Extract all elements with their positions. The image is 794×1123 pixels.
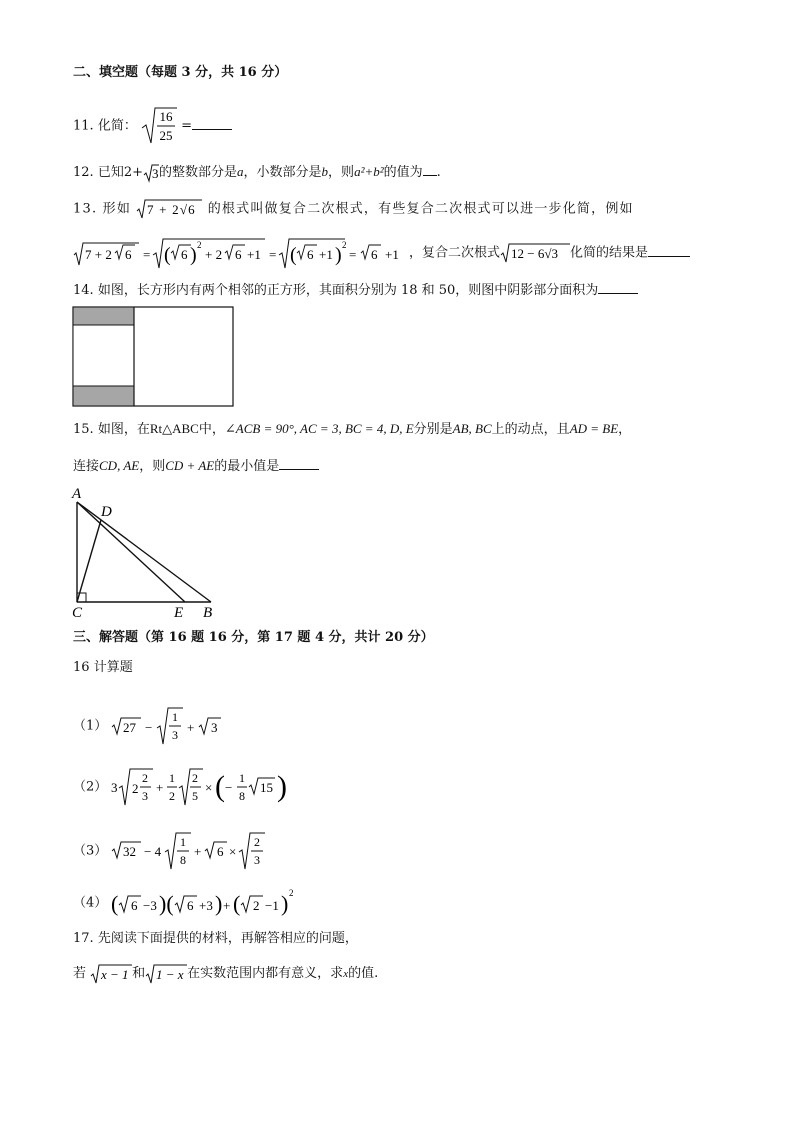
q17-radical-2 — [145, 964, 187, 984]
q16-item-1-expression — [111, 706, 241, 746]
q15-line1c: 分别是 — [413, 422, 453, 437]
q15-line1a: 如图，在 — [97, 422, 150, 437]
svg-text:6: 6 — [187, 898, 194, 913]
svg-text:1: 1 — [180, 835, 187, 849]
q15-label-e: E — [174, 605, 184, 620]
q12-answer-blank — [423, 161, 437, 176]
q11-radical-fraction — [141, 106, 177, 146]
q17-radicand-2: 1 − x — [156, 966, 184, 982]
svg-text:=: = — [349, 247, 357, 262]
svg-text:−3: −3 — [143, 898, 158, 913]
svg-text:6: 6 — [131, 898, 138, 913]
q17-number: 17. — [73, 931, 94, 946]
q15-segment-ae — [77, 502, 185, 602]
svg-text:+1: +1 — [385, 247, 399, 262]
question-13-line-2 — [73, 237, 690, 269]
q13-radical-1 — [136, 199, 202, 219]
q13-text-2: ，复合二次根式 — [409, 245, 501, 261]
svg-text:32: 32 — [123, 844, 137, 859]
q17-post: 在实数范围内都有意义，求 — [187, 966, 344, 981]
question-13-line-1 — [73, 199, 634, 220]
svg-text:(: ( — [233, 891, 241, 916]
q11-equals: = — [181, 118, 193, 134]
q15-triangle-figure — [68, 484, 220, 620]
svg-text:): ) — [335, 244, 342, 266]
q15-label-b: B — [203, 605, 213, 620]
svg-text:+: + — [194, 844, 202, 859]
q14-text: 如图，长方形内有两个相邻的正方形，其面积分别为 18 和 50，则图中阴影部分面积为 — [97, 283, 599, 298]
svg-text:6: 6 — [307, 247, 314, 262]
svg-text:2: 2 — [253, 898, 260, 913]
q17-var-x: x — [343, 968, 349, 980]
q14-figure — [72, 306, 236, 408]
svg-text:3: 3 — [172, 728, 179, 742]
svg-text:×: × — [229, 844, 237, 859]
q16-item-3-expression — [111, 830, 271, 872]
svg-text:=: = — [269, 247, 277, 262]
q16-item-1-label: （1） — [73, 718, 108, 734]
svg-text:+1: +1 — [247, 247, 261, 262]
q13-answer-blank — [648, 242, 690, 257]
q13-radical-2 — [500, 243, 570, 263]
q15-line1d: 上的动点，且 — [491, 422, 570, 437]
svg-text:3: 3 — [211, 720, 218, 735]
svg-text:2: 2 — [132, 781, 139, 796]
q15-cd-ae: CD, AE — [99, 458, 140, 473]
svg-text:−: − — [225, 780, 233, 795]
q12-var-b: b — [321, 164, 329, 179]
q16-item-1 — [73, 706, 241, 746]
q16-item-3 — [73, 830, 271, 872]
q13-example-formula — [73, 237, 409, 269]
q15-label-d: D — [101, 504, 112, 520]
svg-text:8: 8 — [180, 853, 187, 867]
svg-text:3: 3 — [142, 789, 149, 803]
svg-text:): ) — [277, 770, 288, 803]
question-14 — [73, 279, 638, 301]
q12-mid3: ，则 — [328, 165, 355, 180]
q14-number: 14. — [73, 283, 94, 298]
q15-conditions: ∠ACB = 90°, AC = 3, BC = 4, D, E — [224, 421, 414, 436]
svg-text:2: 2 — [254, 835, 261, 849]
svg-text:6: 6 — [371, 247, 378, 262]
svg-text:−1: −1 — [265, 898, 280, 913]
svg-text:6: 6 — [217, 844, 224, 859]
question-12 — [73, 161, 441, 183]
svg-text:+: + — [156, 780, 164, 795]
q15-line2c: 的最小值是 — [214, 459, 280, 474]
q12-sqrt-sign — [143, 164, 159, 182]
svg-text:2: 2 — [289, 888, 294, 898]
svg-text:+3: +3 — [199, 898, 214, 913]
section-3-heading: 三、解答题（第 16 题 16 分，第 17 题 4 分，共计 20 分） — [73, 630, 434, 645]
q12-mid: 的整数部分是 — [159, 165, 238, 180]
q15-side-ab — [77, 502, 211, 602]
q12-var-a: a — [237, 164, 244, 179]
svg-text:1: 1 — [172, 710, 179, 724]
svg-text:2: 2 — [197, 240, 202, 250]
question-15-line-2 — [73, 455, 319, 477]
q12-pre: 已知 — [97, 165, 124, 180]
q14-small-square — [73, 325, 134, 386]
svg-text:1: 1 — [239, 771, 246, 785]
q15-line1b: 中， — [198, 422, 225, 437]
q12-expr-a: 2+ — [123, 165, 144, 180]
question-15-line-1 — [73, 419, 631, 440]
svg-text:): ) — [190, 244, 197, 266]
q15-segment-cd — [77, 520, 101, 602]
q14-shaded-top — [73, 307, 134, 325]
svg-text:6: 6 — [181, 247, 188, 262]
q16-item-4-label: （4） — [73, 895, 108, 911]
svg-text:(: ( — [290, 244, 297, 266]
svg-text:27: 27 — [123, 720, 137, 735]
q12-radicand: 3 — [152, 165, 159, 181]
q13-radicand-2: 12 − 6√3 — [511, 246, 558, 261]
q12-number: 12. — [73, 165, 94, 180]
svg-text:2: 2 — [192, 771, 199, 785]
svg-text:7 + 2: 7 + 2 — [85, 247, 112, 262]
svg-text:+ 2: + 2 — [205, 247, 223, 262]
q15-sum-expr: CD + AE — [165, 458, 215, 473]
svg-text:2: 2 — [342, 240, 347, 250]
svg-text:8: 8 — [239, 789, 246, 803]
q11-answer-blank — [192, 115, 232, 130]
svg-text:3: 3 — [111, 780, 118, 795]
q15-line1e: ， — [618, 422, 632, 437]
svg-text:1: 1 — [169, 771, 176, 785]
q12-expr2: a²+b² — [354, 164, 384, 179]
section-2-heading: 二、填空题（每题 3 分，共 16 分） — [73, 65, 288, 80]
q17-end: 的值. — [348, 966, 379, 981]
question-17-line-2 — [73, 962, 378, 986]
svg-text:3: 3 — [254, 853, 261, 867]
svg-text:(: ( — [111, 891, 119, 916]
q12-mid2: ，小数部分是 — [243, 165, 322, 180]
q16-number: 16 — [73, 660, 90, 675]
q15-segments: AB, BC — [452, 421, 492, 436]
svg-text:− 4: − 4 — [144, 844, 162, 859]
q16-item-3-label: （3） — [73, 843, 108, 859]
q11-text: 化简： — [97, 118, 137, 134]
q16-item-2-label: （2） — [73, 779, 108, 795]
q11-number: 11. — [73, 118, 94, 134]
q13-text-3: 化简的结果是 — [570, 245, 649, 261]
svg-text:15: 15 — [260, 780, 274, 795]
svg-text:6: 6 — [235, 247, 242, 262]
svg-text:5: 5 — [192, 789, 199, 803]
q16-item-4 — [73, 886, 311, 921]
q16-item-4-expression — [111, 886, 311, 920]
q15-line2b: ，则 — [139, 459, 166, 474]
svg-text:6: 6 — [125, 247, 132, 262]
svg-text:+1: +1 — [319, 247, 333, 262]
q15-number: 15. — [73, 422, 94, 437]
svg-text:2: 2 — [142, 771, 149, 785]
q15-triangle: Rt△ABC — [149, 421, 199, 436]
q14-answer-blank — [598, 279, 638, 294]
svg-text:(: ( — [215, 770, 226, 803]
q15-answer-blank — [279, 455, 319, 470]
svg-text:): ) — [215, 891, 223, 916]
svg-text:+: + — [223, 898, 231, 913]
q15-line2a: 连接 — [73, 459, 100, 474]
q15-label-c: C — [72, 605, 83, 620]
q14-shaded-bottom — [73, 386, 134, 406]
svg-text:): ) — [281, 891, 289, 916]
q16-title: 计算题 — [93, 660, 133, 675]
q16-item-2 — [73, 766, 311, 808]
svg-text:(: ( — [164, 244, 171, 266]
question-16-header — [73, 658, 133, 678]
q11-denominator: 25 — [159, 128, 173, 143]
question-11 — [73, 106, 232, 146]
q13-text-1: 的根式叫做复合二次根式，有些复合二次根式可以进一步化简，例如 — [207, 201, 634, 217]
q13-pre: 形如 — [102, 201, 132, 217]
q11-numerator: 16 — [159, 109, 173, 124]
svg-text:=: = — [143, 247, 151, 262]
q17-pre: 若 — [73, 966, 87, 981]
q12-post: 的值为 — [383, 165, 423, 180]
svg-text:)(: )( — [159, 891, 175, 916]
svg-text:2: 2 — [169, 789, 176, 803]
q17-and: 和 — [132, 966, 146, 981]
q17-line1: 先阅读下面提供的材料，再解答相应的问题， — [97, 931, 358, 946]
q17-radicand-1: x − 1 — [101, 966, 129, 982]
q13-number: 13. — [73, 201, 98, 217]
q17-radical-1 — [90, 964, 132, 984]
q15-label-a: A — [72, 486, 82, 502]
q12-end: . — [436, 165, 441, 180]
q13-radicand-1: 7 + 2√6 — [147, 202, 197, 217]
svg-text:−: − — [145, 720, 153, 735]
question-17-line-1 — [73, 929, 358, 949]
svg-text:+: + — [187, 720, 195, 735]
svg-text:×: × — [205, 780, 213, 795]
q15-equality: AD = BE — [569, 421, 619, 436]
q16-item-2-expression — [111, 766, 311, 808]
